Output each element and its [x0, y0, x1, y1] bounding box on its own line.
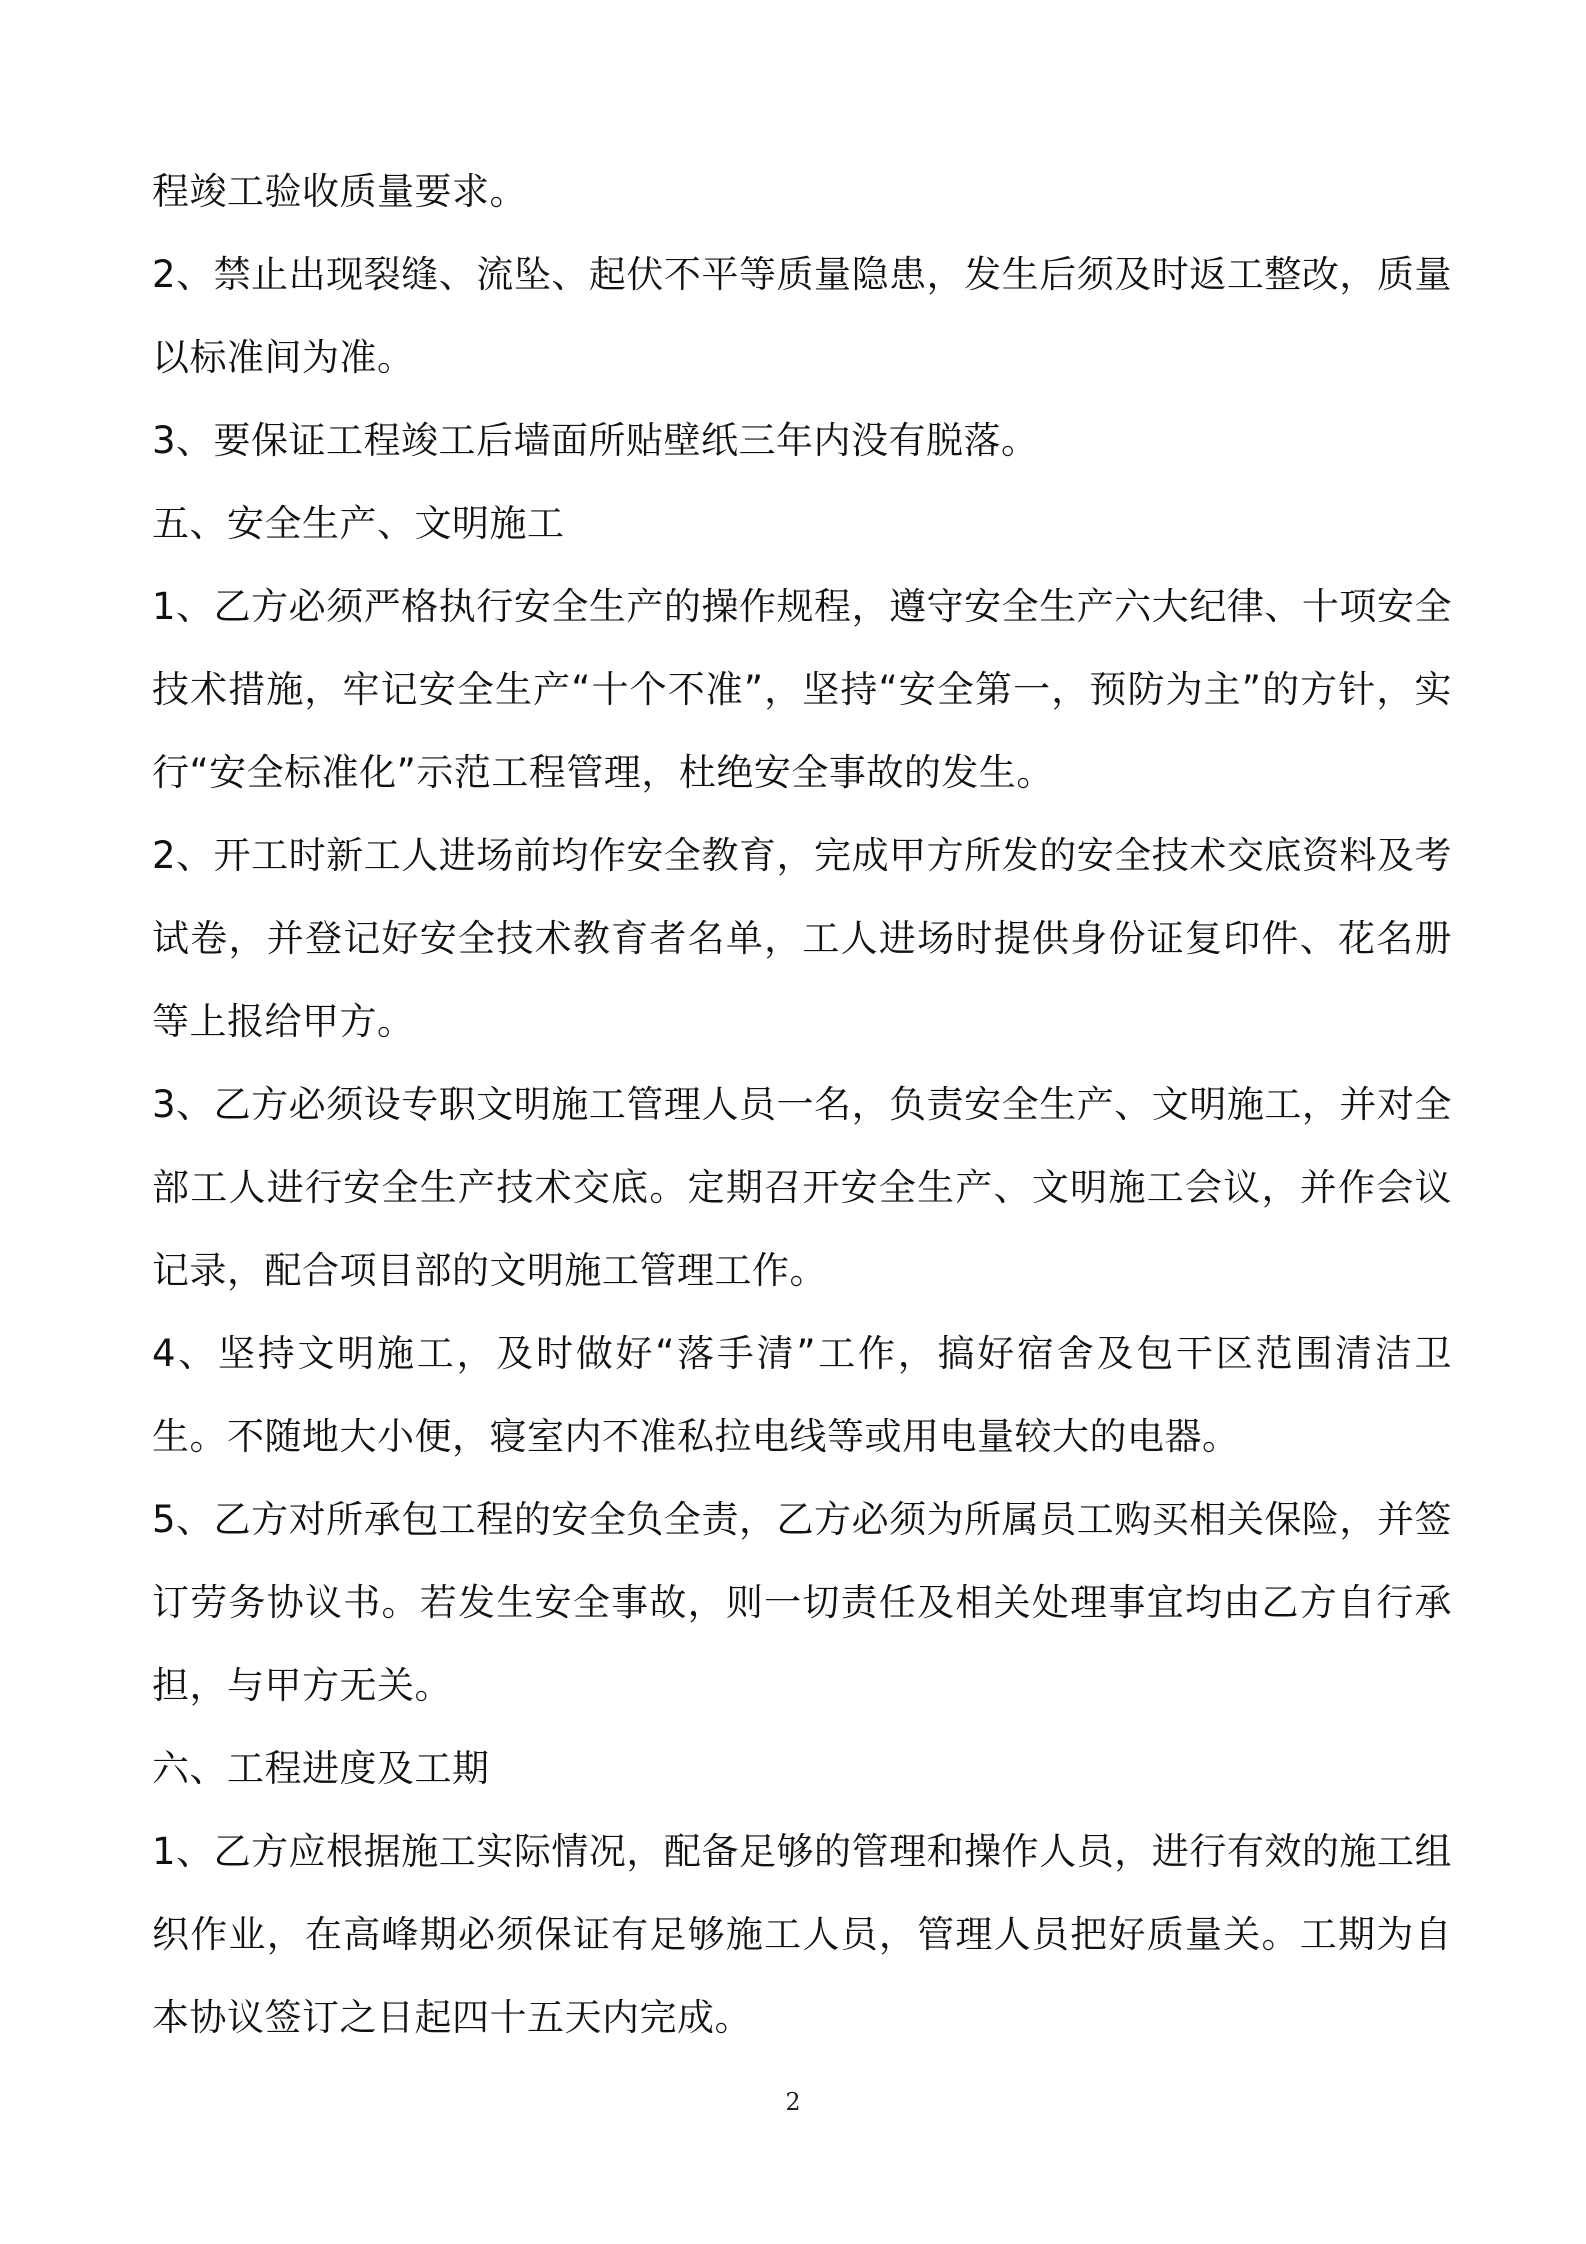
paragraph-schedule-item-1: 1、乙方应根据施工实际情况，配备足够的管理和操作人员，进行有效的施工组织作业，在高峰期必须保证有足够施工人员，管理人员把好质量关。工期为自本协议签订之日起四十五天内完成。 [152, 1830, 1452, 2039]
paragraph-safety-item-2: 2、开工时新工人进场前均作安全教育，完成甲方所发的安全技术交底资料及考试卷，并登记好安全技术教育者名单，工人进场时提供身份证复印件、花名册等上报给甲方。 [152, 834, 1452, 1043]
section-heading-safety: 五、安全生产、文明施工 [152, 502, 565, 545]
paragraph-safety-item-5: 5、乙方对所承包工程的安全负全责，乙方必须为所属员工购买相关保险，并签订劳务协议书。若发生安全事故，则一切责任及相关处理事宜均由乙方自行承担，与甲方无关。 [152, 1498, 1452, 1707]
paragraph-safety-item-3: 3、乙方必须设专职文明施工管理人员一名，负责安全生产、文明施工，并对全部工人进行安全生产技术交底。定期召开安全生产、文明施工会议，并作会议记录，配合项目部的文明施工管理工作。 [152, 1083, 1452, 1292]
page-number: 2 [785, 2088, 801, 2116]
paragraph-quality-item-3: 3、要保证工程竣工后墙面所贴壁纸三年内没有脱落。 [152, 419, 1039, 462]
paragraph-quality-requirement-end: 程竣工验收质量要求。 [152, 170, 527, 213]
paragraph-quality-item-2: 2、禁止出现裂缝、流坠、起伏不平等质量隐患，发生后须及时返工整改，质量以标准间为准。 [152, 253, 1452, 379]
section-heading-schedule: 六、工程进度及工期 [152, 1747, 490, 1790]
paragraph-safety-item-4: 4、坚持文明施工，及时做好“落手清”工作，搞好宿舍及包干区范围清洁卫生。不随地大小便，寝室内不准私拉电线等或用电量较大的电器。 [152, 1332, 1452, 1458]
document-body [152, 150, 1452, 2059]
paragraph-safety-item-1: 1、乙方必须严格执行安全生产的操作规程，遵守安全生产六大纪律、十项安全技术措施，牢记安全生产“十个不准”，坚持“安全第一，预防为主”的方针，实行“安全标准化”示范工程管理，杜绝安全事故的发生。 [152, 585, 1452, 794]
